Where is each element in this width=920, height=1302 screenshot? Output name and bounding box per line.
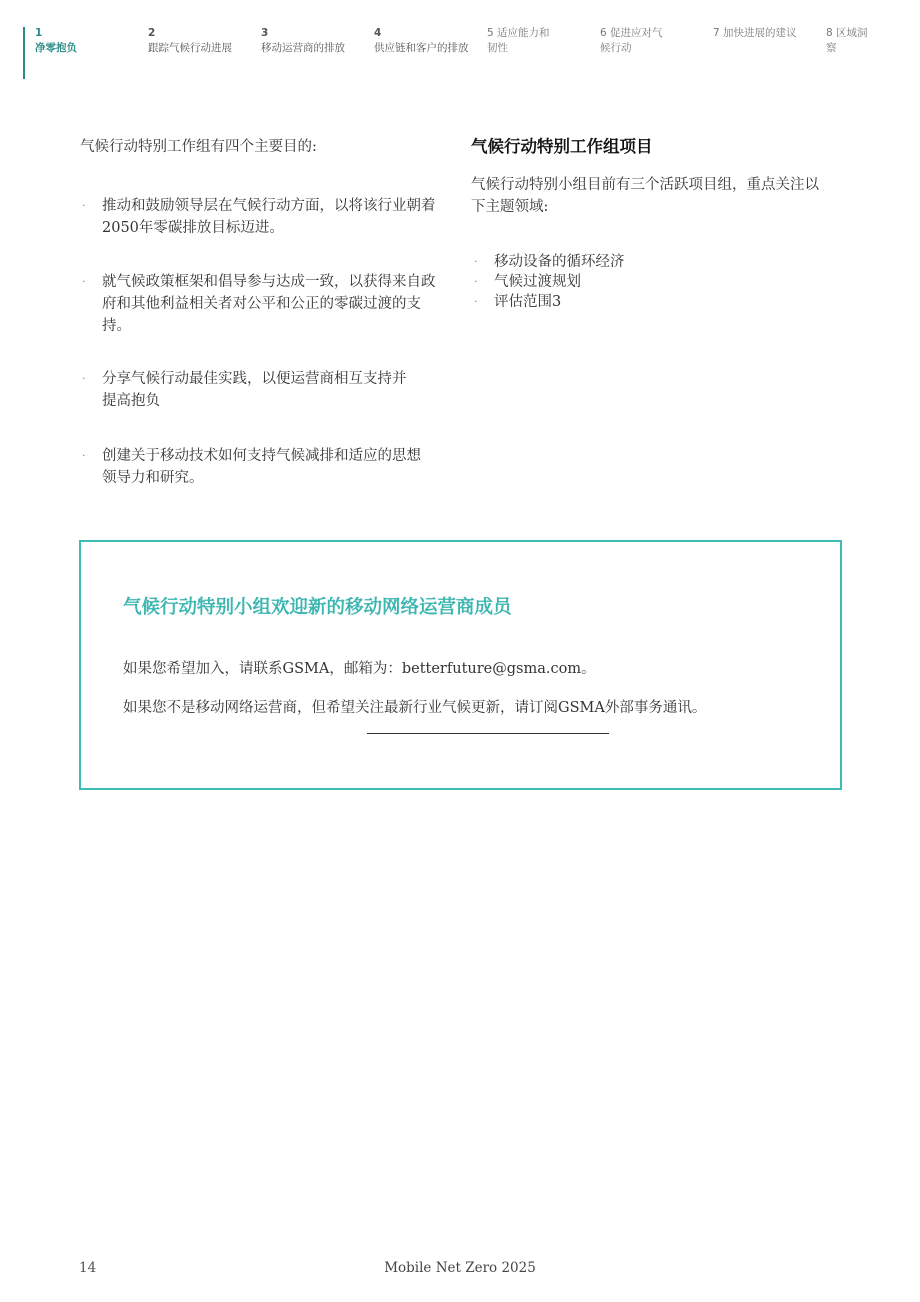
bullet-marker: · [82, 449, 86, 462]
objective-item [82, 195, 452, 239]
nav-item-label: 跟踪气候行动进展 [148, 42, 232, 54]
bullet-marker: · [474, 275, 478, 288]
nav-item-number: 1 [35, 27, 43, 39]
nav-item-label: 加快进展的建议 [723, 27, 797, 39]
objective-text: 推动和鼓励领导层在气候行动方面，以将该行业朝着2050年零碳排放目标迈进。 [102, 198, 436, 236]
objective-item [82, 368, 412, 412]
objective-text: 创建关于移动技术如何支持气候减排和适应的思想领导力和研究。 [102, 448, 421, 486]
objective-item [82, 271, 442, 337]
project-text: 移动设备的循环经济 [494, 254, 625, 270]
objectives-intro: 气候行动特别工作组有四个主要目的: [80, 139, 317, 155]
bullet-marker: · [474, 295, 478, 308]
nav-item-number: 7 [713, 27, 720, 39]
chapter-navigation [0, 0, 920, 90]
footer-title: Mobile Net Zero 2025 [384, 1260, 536, 1276]
nav-item-label: 净零抱负 [35, 42, 77, 54]
bullet-marker: · [82, 372, 86, 385]
nav-item-label: 促进应对气候行动 [600, 27, 663, 54]
nav-item-supply-chain-emissions[interactable] [374, 26, 480, 56]
callout-title: 气候行动特别小组欢迎新的移动网络运营商成员 [123, 597, 512, 618]
projects-description: 气候行动特别小组目前有三个活跃项目组，重点关注以下主题领域: [471, 177, 819, 215]
objective-item [82, 445, 427, 489]
objective-text: 就气候政策框架和倡导参与达成一致，以获得来自政府和其他利益相关者对公平和公正的零碳过渡的支持。 [102, 274, 436, 334]
list-item [474, 292, 625, 312]
project-text: 气候过渡规划 [494, 274, 581, 290]
project-list [474, 252, 625, 312]
objective-text: 分享气候行动最佳实践，以便运营商相互支持并提高抱负 [102, 371, 407, 409]
list-item [474, 272, 625, 292]
nav-item-label: 供应链和客户的排放 [374, 42, 469, 54]
nav-item-enabling-climate-action[interactable] [600, 26, 672, 56]
newsletter-subscribe-text[interactable]: 如果您不是移动网络运营商，但希望关注最新行业气候更新，请订阅GSMA外部事务通讯。 [123, 700, 707, 716]
bullet-marker: · [474, 255, 478, 268]
bullet-marker: · [82, 275, 86, 288]
membership-callout [79, 540, 842, 790]
project-text: 评估范围3 [494, 294, 562, 310]
nav-item-number: 5 [487, 27, 494, 39]
nav-item-net-zero-ambition[interactable] [35, 26, 141, 56]
active-chapter-indicator [23, 27, 25, 79]
nav-item-recommendations[interactable] [713, 26, 813, 41]
nav-item-label: 移动运营商的排放 [261, 42, 345, 54]
nav-item-label: 适应能力和韧性 [487, 27, 550, 54]
nav-item-number: 4 [374, 27, 382, 39]
nav-item-number: 8 [826, 27, 833, 39]
nav-item-number: 2 [148, 27, 156, 39]
newsletter-link-underline [367, 733, 609, 734]
bullet-marker: · [82, 199, 86, 212]
page-number: 14 [79, 1260, 97, 1276]
list-item [474, 252, 625, 272]
projects-heading: 气候行动特别工作组项目 [471, 137, 653, 156]
nav-item-number: 6 [600, 27, 607, 39]
nav-item-number: 3 [261, 27, 269, 39]
nav-item-operator-emissions[interactable] [261, 26, 367, 56]
nav-item-label: 区域洞察 [826, 27, 868, 54]
nav-item-adaptation-resilience[interactable] [487, 26, 559, 56]
nav-item-regional-insights[interactable] [826, 26, 876, 56]
join-contact-text[interactable]: 如果您希望加入，请联系GSMA，邮箱为：betterfuture@gsma.com。 [123, 661, 596, 677]
nav-item-tracking-progress[interactable] [148, 26, 254, 56]
